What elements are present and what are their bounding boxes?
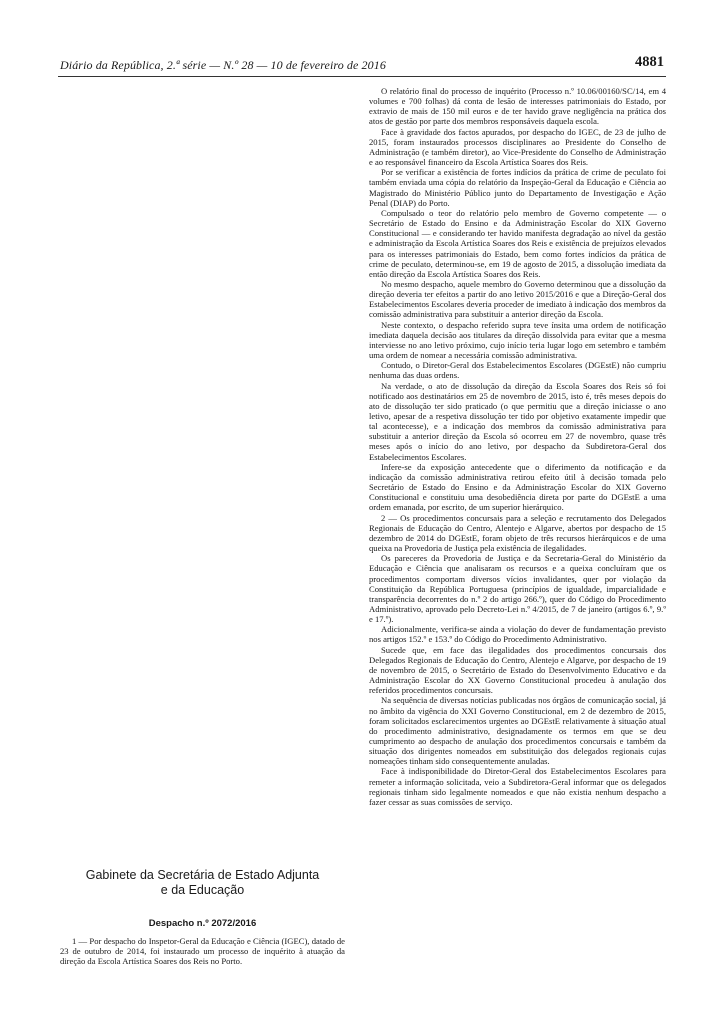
section-title-line1: Gabinete da Secretária de Estado Adjunta bbox=[85, 868, 320, 882]
despacho-title: Despacho n.º 2072/2016 bbox=[148, 918, 257, 929]
paragraph: Neste contexto, o despacho referido supra teve ínsita uma ordem de notificação imediata daquela decisão aos titulares da direção dissolvida para evitar que a mesma interviesse no ano letivo próximo, cujo início teria lugar logo em setembro e também uma ordem de nomear a necessária comissão administrativa. bbox=[369, 319, 666, 361]
header-rule bbox=[58, 76, 666, 77]
page-header bbox=[58, 54, 666, 76]
paragraph: Os pareceres da Provedoria de Justiça e da Secretaria-Geral do Ministério da Educação e Ciência que analisaram os recursos e a queixa concluíram que os procedimentos comportam diversos vícios invalidantes, quer por violação da Constituição da República Portuguesa (princípios de igualdade, imparcialidade e transparência decorrentes do n.º 2 do artigo 266.º), quer do Código do Procedimento Administrativo, aprovado pelo Decreto-Lei n.º 4/2015, de 7 de janeiro (artigos 6.º, 9.º e 17.º). bbox=[369, 553, 666, 625]
paragraph: Sucede que, em face das ilegalidades dos procedimentos concursais dos Delegados Regionais de Educação do Centro, Alentejo e Algarve, por despacho de 19 de novembro de 2015, o Secretário de Estado do Desenvolvimento Educativo e da Administração Escolar do XX Governo Constitucional procedeu à anulação dos referidos procedimentos concursais. bbox=[369, 644, 666, 696]
paragraph: 1 — Por despacho do Inspetor-Geral da Educação e Ciência (IGEC), datado de 23 de outubro de 2014, foi instaurado um processo de inquérito à atuação da direção da Escola Artística Soares dos Reis no Porto. bbox=[60, 936, 345, 967]
paragraph: Face à indisponibilidade do Diretor-Geral dos Estabelecimentos Escolares para remeter a informação solicitada, veio a Subdiretora-Geral informar que os delegados regionais tinham sido legalmente nomeados e que não existia nenhum despacho a fazer cessar as suas comissões de serviço. bbox=[369, 766, 666, 807]
header-title: Diário da República, 2.ª série — N.º 28 — 10 de fevereiro de 2016 bbox=[60, 58, 386, 72]
paragraph: Contudo, o Diretor-Geral dos Estabelecimentos Escolares (DGEstE) não cumpriu nenhuma das duas ordens. bbox=[369, 360, 666, 381]
paragraph: Compulsado o teor do relatório pelo membro de Governo competente — o Secretário de Estado do Ensino e da Administração Escolar do XIX Governo Constitucional — e considerando ter havido manifesta degradação ao nível da gestão e administração da Escola Artística Soares dos Reis e existência de prejuízos elevados para os interesses patrimoniais do Estado, bem como fortes indícios da prática de crime de peculato, determinou-se, em 19 de agosto de 2015, a dissolução imediata da então direção da Escola Artística Soares dos Reis. bbox=[369, 207, 666, 279]
paragraph: Face à gravidade dos factos apurados, por despacho do IGEC, de 23 de julho de 2015, foram instaurados processos disciplinares ao Presidente do Conselho de Administração (e também diretor), ao Vice-Presidente do Conselho de Administração e ao responsável financeiro da Escola Artística Soares dos Reis. bbox=[369, 126, 666, 168]
right-column bbox=[369, 86, 666, 807]
paragraph: Na verdade, o ato de dissolução da direção da Escola Soares dos Reis só foi notificado aos destinatários em 25 de novembro de 2015, isto é, três meses depois do ato de dissolução ter sido praticado (o que permitiu que a direção iniciasse o ano letivo, apesar de a respetiva dissolução ter tido por objetivo exatamente impedir que tal acontecesse), e a indicação dos membros da comissão administrativa para substituir a anterior direção da Escola só ocorreu em 27 de novembro, quase três meses após o início do ano letivo, por despacho da Subdiretora-Geral dos Estabelecimentos Escolares. bbox=[369, 380, 666, 462]
paragraph: Infere-se da exposição antecedente que o diferimento da notificação e da indicação da comissão administrativa retirou efeito útil à decisão tomada pelo Secretário de Estado do Ensino e da Administração Escolar do XIX Governo Constitucional e constituiu uma desobediência direta por parte do DGEstE a uma ordem emanada, por escrito, de um superior hierárquico. bbox=[369, 461, 666, 513]
paragraph: Por se verificar a existência de fortes indícios da prática de crime de peculato foi também enviada uma cópia do relatório da Inspeção-Geral da Educação e Ciência ao Magistrado do Ministério Público junto do Departamento de Investigação e Ação Penal (DIAP) do Porto. bbox=[369, 167, 666, 208]
paragraph: 2 — Os procedimentos concursais para a seleção e recrutamento dos Delegados Regionais de Educação do Centro, Alentejo e Algarve, abertos por despacho de 15 dezembro de 2014 do DGEstE, foram objeto de três recursos hierárquicos e de uma queixa na Provedoria de Justiça pela existência de ilegalidades. bbox=[369, 512, 666, 554]
paragraph: Adicionalmente, verifica-se ainda a violação do dever de fundamentação previsto nos artigos 152.º e 153.º do Código do Procedimento Administrativo. bbox=[369, 624, 666, 645]
page-number: 4881 bbox=[635, 54, 664, 70]
paragraph: No mesmo despacho, aquele membro do Governo determinou que a dissolução da direção deveria ter efeitos a partir do ano letivo 2015/2016 e que a Direção-Geral dos Estabelecimentos Escolares deveria proceder de imediato à indicação dos membros da comissão administrativa para substituir a anterior direção da Escola. bbox=[369, 278, 666, 320]
section-title bbox=[60, 868, 345, 898]
paragraph: Na sequência de diversas notícias publicadas nos órgãos de comunicação social, já no âmbito da vigência do XXI Governo Constitucional, em 2 de dezembro de 2015, foram solicitados esclarecimentos urgentes ao DGEstE relativamente à situação atual do procedimento administrativo, designadamente os termos em que se deu cumprimento ao despacho de anulação dos procedimentos concursais e também da situação dos dirigentes nomeados em substituição dos delegados regionais cujas nomeações tinham sido consequentemente anuladas. bbox=[369, 695, 666, 767]
paragraph: O relatório final do processo de inquérito (Processo n.º 10.06/00160/SC/14, em 4 volumes e 700 folhas) dá conta de lesão de interesses patrimoniais do Estado, por extravio de mais de 150 mil euros e de ter havido grave negligência na prática dos atos de gestão por parte dos membros responsáveis daquela escola. bbox=[369, 86, 666, 127]
section-title-line2: e da Educação bbox=[160, 883, 245, 897]
left-column bbox=[60, 868, 345, 966]
